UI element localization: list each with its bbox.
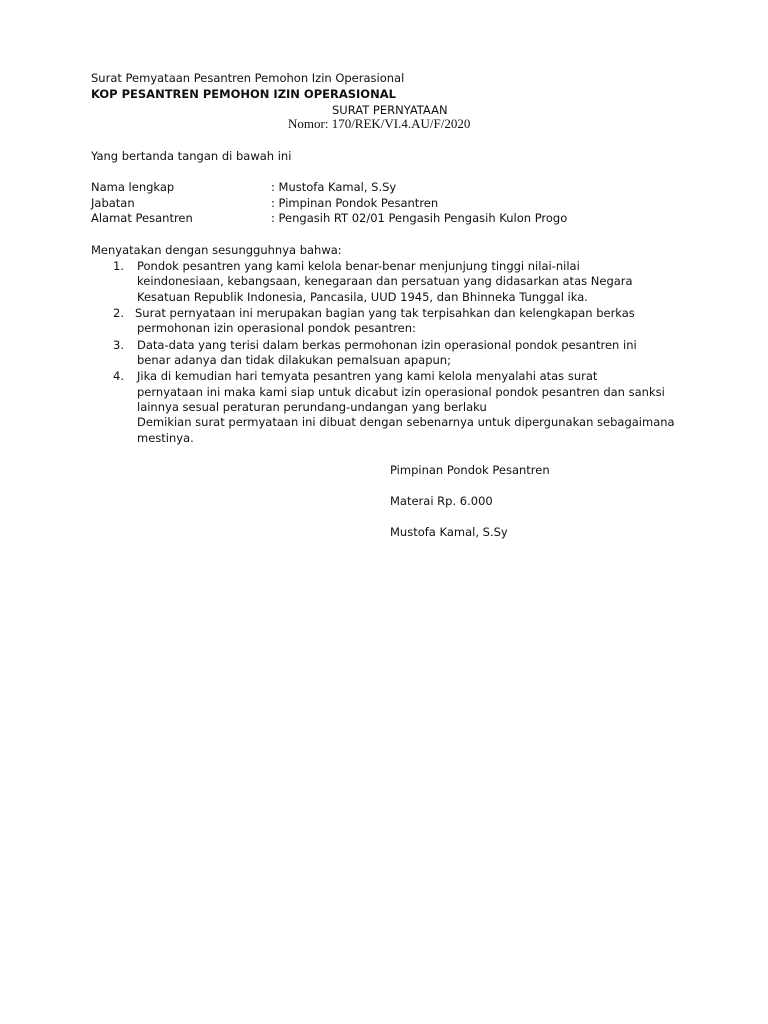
intro-text: Yang bertanda tangan di bawah ini xyxy=(91,149,292,163)
list-item-line: Surat pernyataan ini merupakan bagian yang tak terpisahkan dan kelengkapan berkas xyxy=(135,306,635,320)
letterhead-kop: KOP PESANTREN PEMOHON IZIN OPERASIONAL xyxy=(91,87,396,101)
list-item-number: 4. xyxy=(113,369,124,383)
list-item-line: lainnya sesual peraturan perundang-undangan yang berlaku xyxy=(137,400,487,414)
list-item-line: permohonan izin operasional pondok pesantren: xyxy=(137,321,416,335)
identity-label-position: Jabatan xyxy=(91,196,135,210)
list-item-line: keindonesiaan, kebangsaan, kenegaraan dan persatuan yang didasarkan atas Negara xyxy=(137,274,633,288)
list-item-number: 1. xyxy=(113,259,124,273)
document-heading: Surat Pemyataan Pesantren Pemohon Izin Operasional xyxy=(91,71,405,85)
list-item-number: 2. xyxy=(113,306,124,320)
statement-intro: Menyatakan dengan sesungguhnya bahwa: xyxy=(91,243,342,257)
document-number: Nomor: 170/REK/VI.4.AU/F/2020 xyxy=(288,116,471,131)
identity-value-name: : Mustofa Kamal, S.Sy xyxy=(271,180,397,194)
closing-line: Demikian surat permyataan ini dibuat dengan sebenarnya untuk dipergunakan sebagaimana xyxy=(137,415,675,429)
list-item-line: pernyataan ini maka kami siap untuk dicabut izin operasional pondok pesantren dan sanksi xyxy=(137,385,665,399)
list-item-line: Kesatuan Republik Indonesia, Pancasila, UUD 1945, dan Bhinneka Tunggal ika. xyxy=(137,290,588,304)
identity-label-name: Nama lengkap xyxy=(91,180,175,194)
identity-value-address: : Pengasih RT 02/01 Pengasih Pengasih Kulon Progo xyxy=(271,211,568,225)
signature-name: Mustofa Kamal, S.Sy xyxy=(390,525,508,539)
document-title: SURAT PERNYATAAN xyxy=(332,103,448,117)
list-item-number: 3. xyxy=(113,338,124,352)
signature-materai: Materai Rp. 6.000 xyxy=(390,494,493,508)
list-item-line: Data-data yang terisi dalam berkas permohonan izin operasional pondok pesantren ini xyxy=(137,338,637,352)
closing-line: mestinya. xyxy=(137,431,194,445)
signature-position: Pimpinan Pondok Pesantren xyxy=(390,463,550,477)
identity-label-address: Alamat Pesantren xyxy=(91,211,193,225)
list-item-line: Pondok pesantren yang kami kelola benar-benar menjunjung tinggi nilai-nilai xyxy=(137,259,580,273)
list-item-line: Jika di kemudian hari temyata pesantren yang kami kelola menyalahi atas surat xyxy=(137,369,598,383)
list-item-line: benar adanya dan tidak dilakukan pemalsuan apapun; xyxy=(137,353,451,367)
identity-value-position: : Pimpinan Pondok Pesantren xyxy=(271,196,439,210)
